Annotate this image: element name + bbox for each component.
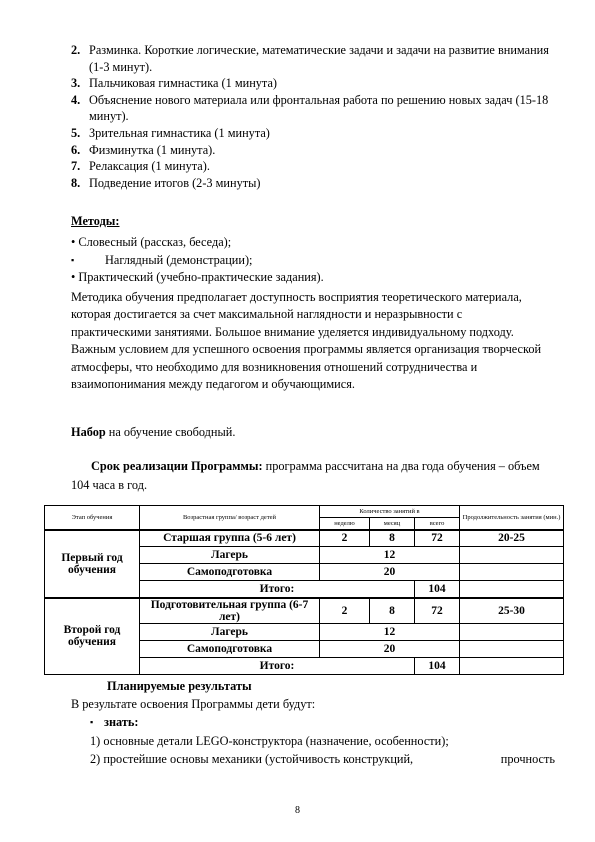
item-number: 6. bbox=[71, 142, 81, 157]
table-row bbox=[45, 598, 564, 624]
result-item-2 bbox=[90, 752, 555, 767]
item-text: Подведение итогов (2-3 минуты) bbox=[89, 175, 261, 190]
year2-camp-label: Лагерь bbox=[140, 623, 320, 640]
method-visual-text: Наглядный (демонстрации); bbox=[105, 253, 253, 267]
item-text: Пальчиковая гимнастика (1 минута) bbox=[89, 76, 278, 91]
term-label: Срок реализации Программы: bbox=[91, 459, 263, 473]
header-group: Возрастная группа/ возраст детей bbox=[140, 506, 320, 530]
year1-sum-label: Итого: bbox=[140, 581, 415, 598]
result-item-2-right: прочность bbox=[500, 752, 555, 766]
item-number: 8. bbox=[71, 175, 81, 190]
year1-duration: 20-25 bbox=[460, 530, 564, 547]
year2-sum-value: 104 bbox=[415, 657, 460, 674]
year1-camp-value: 12 bbox=[320, 547, 460, 564]
year1-sum-value: 104 bbox=[415, 581, 460, 598]
term-paragraph bbox=[71, 457, 561, 494]
table-row bbox=[45, 530, 564, 547]
item-number: 7. bbox=[71, 159, 81, 174]
table-header-row bbox=[45, 506, 564, 518]
enrollment-line bbox=[71, 425, 235, 440]
year2-duration: 25-30 bbox=[460, 598, 564, 624]
schedule-table bbox=[44, 505, 564, 675]
enrollment-label: Набор bbox=[71, 425, 106, 439]
header-stage: Этап обучения bbox=[45, 506, 140, 530]
item-text: Физминутка (1 минута). bbox=[89, 142, 216, 157]
result-item-1: 1) основные детали LEGO-конструктора (назначение, особенности); bbox=[90, 734, 449, 748]
enrollment-text: на обучение свободный. bbox=[105, 425, 236, 439]
page-number: 8 bbox=[295, 805, 300, 816]
item-number: 3. bbox=[71, 76, 81, 91]
header-total: всего bbox=[415, 518, 460, 530]
year1-group: Старшая группа (5-6 лет) bbox=[140, 530, 320, 547]
empty-cell bbox=[460, 581, 564, 598]
year1-month: 8 bbox=[370, 530, 415, 547]
empty-cell bbox=[460, 547, 564, 564]
header-count: Количество занятий в bbox=[320, 506, 460, 518]
method-verbal: • Словесный (рассказ, беседа); bbox=[71, 235, 232, 249]
year1-total: 72 bbox=[415, 530, 460, 547]
result-item-2-left: 2) простейшие основы механики (устойчивость конструкций, bbox=[90, 752, 414, 766]
term-text: программа рассчитана на два года обучения – объем 104 часа в год. bbox=[71, 459, 540, 492]
header-week: неделю bbox=[320, 518, 370, 530]
know-label: знать: bbox=[104, 715, 139, 729]
year1-week: 2 bbox=[320, 530, 370, 547]
item-number: 2. bbox=[71, 43, 81, 57]
item-text: Зрительная гимнастика (1 минута) bbox=[89, 125, 270, 140]
empty-cell bbox=[460, 564, 564, 581]
item-number: 4. bbox=[71, 92, 81, 107]
list-item bbox=[71, 42, 561, 75]
year2-self-value: 20 bbox=[320, 640, 460, 657]
item-text: Объяснение нового материала или фронтальная работа по решению новых задач (15-18 минут). bbox=[89, 92, 549, 124]
year2-month: 8 bbox=[370, 598, 415, 624]
year1-camp-label: Лагерь bbox=[140, 547, 320, 564]
square-bullet-icon: ▪ bbox=[90, 717, 94, 727]
item-number: 5. bbox=[71, 125, 81, 140]
list-item bbox=[71, 158, 561, 175]
year1-self-label: Самоподготовка bbox=[140, 564, 320, 581]
results-intro: В результате освоения Программы дети будут: bbox=[71, 697, 316, 711]
method-practical: • Практический (учебно-практические задания). bbox=[71, 270, 324, 284]
year1-self-value: 20 bbox=[320, 564, 460, 581]
list-item bbox=[71, 92, 561, 125]
header-duration: Продолжительность занятия (мин.) bbox=[460, 506, 564, 530]
year2-camp-value: 12 bbox=[320, 623, 460, 640]
header-month: месяц bbox=[370, 518, 415, 530]
year2-stage: Второй год обучения bbox=[45, 598, 140, 675]
empty-cell bbox=[460, 657, 564, 674]
list-item bbox=[71, 175, 561, 192]
year2-week: 2 bbox=[320, 598, 370, 624]
list-item bbox=[71, 75, 561, 92]
lesson-structure-list bbox=[71, 42, 561, 191]
year2-total: 72 bbox=[415, 598, 460, 624]
methods-heading: Методы: bbox=[71, 214, 120, 228]
item-text: Релаксация (1 минута). bbox=[89, 159, 210, 174]
square-bullet-icon: ▪ bbox=[71, 255, 75, 265]
item-text: Разминка. Короткие логические, математические задачи и задачи на развитие внимания (1-3 минут). bbox=[89, 43, 549, 74]
year2-sum-label: Итого: bbox=[140, 657, 415, 674]
method-visual bbox=[71, 253, 252, 268]
list-item bbox=[71, 125, 561, 142]
year2-group: Подготовительная группа (6-7 лет) bbox=[140, 598, 320, 624]
methodology-paragraph: Методика обучения предполагает доступность восприятия теоретического материала, которая достигается за счет максимальной наглядности и неразрывности с практическими занятиями. Большое внимание уделяется индивидуальному подходу. Важным условием для успешного освоения программы является организация творческой атмосферы, что необходимо для возникновения отношений сотрудничества и взаимопонимания между педагогом и обучающимися. bbox=[71, 290, 542, 392]
results-heading: Планируемые результаты bbox=[107, 679, 252, 693]
empty-cell bbox=[460, 640, 564, 657]
year2-self-label: Самоподготовка bbox=[140, 640, 320, 657]
know-line bbox=[90, 715, 139, 730]
year1-stage: Первый год обучения bbox=[45, 530, 140, 598]
empty-cell bbox=[460, 623, 564, 640]
list-item bbox=[71, 142, 561, 159]
